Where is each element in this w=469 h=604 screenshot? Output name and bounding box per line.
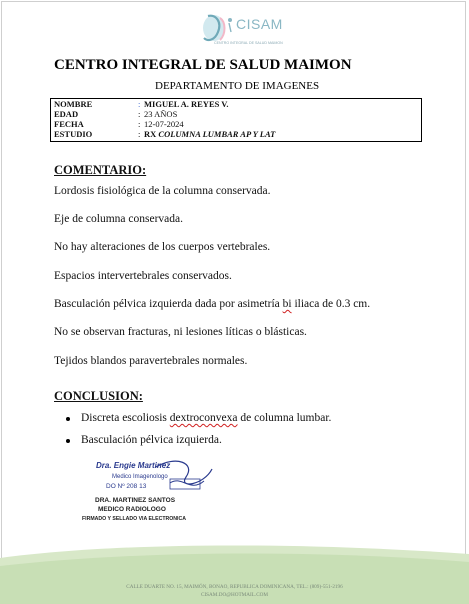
info-label: FECHA xyxy=(54,119,84,129)
study-prefix: RX xyxy=(144,129,157,139)
bullet-icon xyxy=(66,439,70,443)
patient-age-value: 23 AÑOS xyxy=(144,109,178,119)
document-title: CENTRO INTEGRAL DE SALUD MAIMON xyxy=(54,57,352,73)
stamp-title: Medico Imagenologo xyxy=(112,474,168,480)
signer-role: MEDICO RADIOLOGO xyxy=(98,506,166,513)
logo-subtitle: CENTRO INTEGRAL DE SALUD MAIMON xyxy=(214,41,283,45)
comment-line: Lordosis fisiológica de la columna conservada. xyxy=(54,185,271,197)
study-date-value: 12-07-2024 xyxy=(144,119,184,129)
cisam-logo xyxy=(190,10,300,50)
spellcheck-mark: bi xyxy=(282,298,292,310)
footer-email: CISAM.DO@HOTMAIL.COM xyxy=(200,592,269,598)
bullet-icon xyxy=(66,417,70,421)
study-name: COLUMNA LUMBAR AP Y LAT xyxy=(158,129,276,139)
logo-name: CISAM xyxy=(236,16,283,32)
study-value xyxy=(144,130,275,139)
info-colon: : xyxy=(138,109,141,119)
comment-line: Basculación pélvica izquierda dada por asimetría bi iliaca de 0.3 cm. xyxy=(54,298,371,310)
signed-note: FIRMADO Y SELLADO VIA ELECTRONICA xyxy=(82,516,186,522)
comentario-heading: COMENTARIO: xyxy=(54,163,147,177)
department-name: DEPARTAMENTO DE IMAGENES xyxy=(155,80,320,92)
stamp-name: Dra. Engie Martinez xyxy=(96,461,171,470)
comment-line: Eje de columna conservada. xyxy=(54,213,183,225)
comment-line: No hay alteraciones de los cuerpos vertebrales. xyxy=(54,241,271,253)
conclusion-item-text: Discreta escoliosis dextroconvexa de columna lumbar. xyxy=(81,412,332,424)
patient-name-value: MIGUEL A. REYES V. xyxy=(144,99,229,109)
info-label: EDAD xyxy=(54,109,79,119)
conclusion-item-text: Basculación pélvica izquierda. xyxy=(81,434,222,446)
comment-line: No se observan fracturas, ni lesiones líticas o blásticas. xyxy=(54,326,307,338)
info-colon: : xyxy=(138,119,141,129)
spellcheck-mark: dextroconvexa xyxy=(169,412,238,424)
patient-info-box xyxy=(50,98,422,142)
info-label: NOMBRE xyxy=(54,99,93,109)
info-colon: : xyxy=(138,129,141,139)
comment-line: Espacios intervertebrales conservados. xyxy=(54,270,232,282)
info-label: ESTUDIO xyxy=(54,129,93,139)
stamp-id: DO Nº 208 13 xyxy=(106,483,147,490)
footer-address: CALLE DUARTE NO. 15, MAIMÓN, BONAO, REPUBLICA DOMINICANA, TEL.: (809)-551-2196 xyxy=(126,584,343,590)
comment-line: Tejidos blandos paravertebrales normales. xyxy=(54,355,248,367)
signer-name: DRA. MARTINEZ SANTOS xyxy=(95,497,176,504)
conclusion-heading: CONCLUSION: xyxy=(54,389,143,403)
info-colon: : xyxy=(138,99,141,109)
